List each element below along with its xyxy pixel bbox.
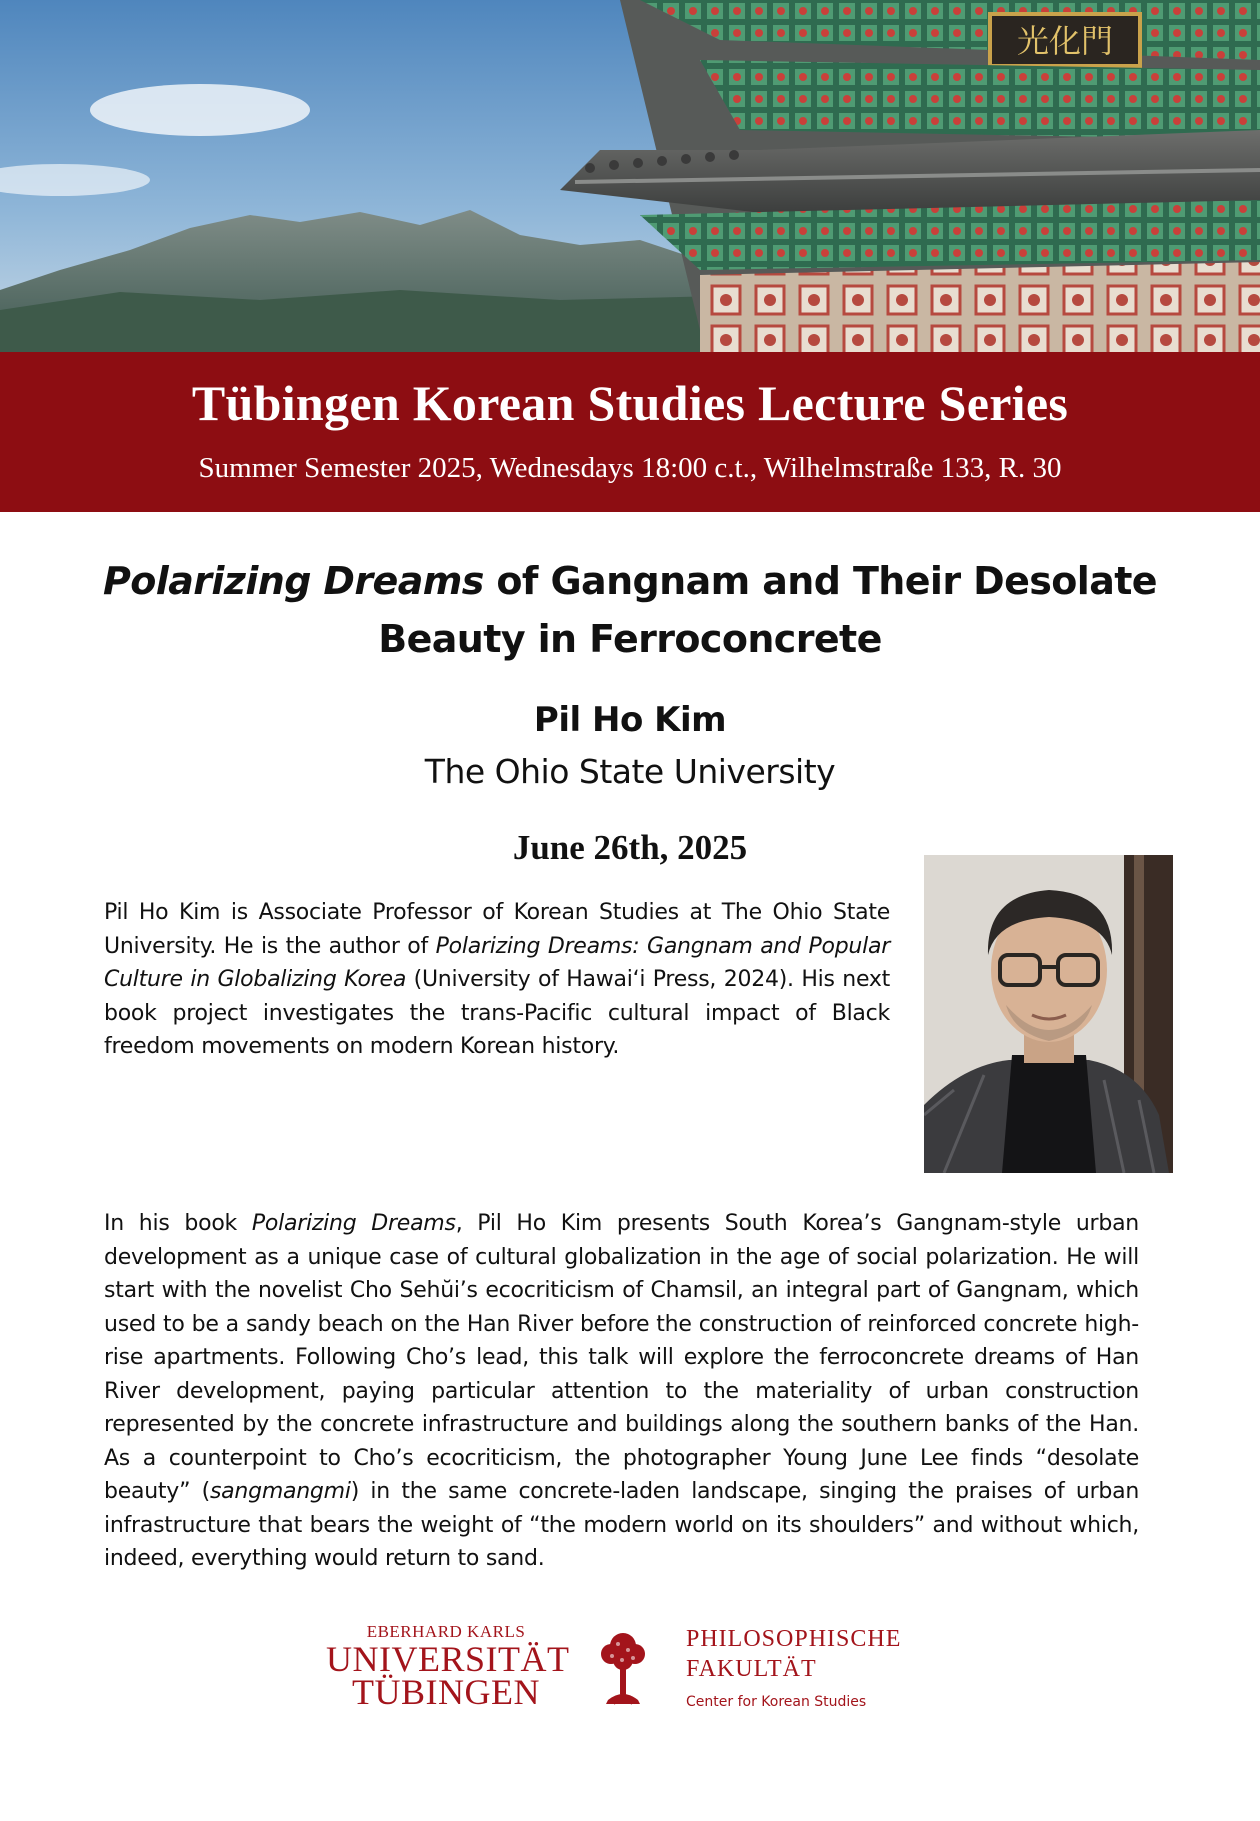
faculty-logo-line2: FAKULTÄT — [686, 1656, 817, 1682]
portrait-illustration — [924, 855, 1173, 1173]
portrait-turtleneck — [1002, 1055, 1096, 1173]
speaker-portrait — [924, 855, 1173, 1173]
lecture-title-rest: of Gangnam and Their Desolate Beauty in Ferroconcrete — [378, 559, 1157, 661]
abstract-term: sangmangmi — [209, 1479, 351, 1504]
university-logo-line1: EBERHARD KARLS — [366, 1622, 526, 1641]
lecture-abstract — [104, 1207, 1139, 1576]
lecture-title — [100, 552, 1160, 668]
faculty-logo-line1: PHILOSOPHISCHE — [686, 1626, 902, 1652]
abstract-part-3: ) in the same concrete-laden landscape, singing the praises of urban infrastructure that bears the weight of “the modern world on its shoulders” and without which, indeed, everything would return to sand. — [104, 1479, 1140, 1571]
bio-part-1: Pil Ho Kim is Associate Professor of Korean Studies at The Ohio State University. He is the author of — [104, 900, 890, 959]
gate-sign-text: 光化門 — [1016, 22, 1114, 60]
series-schedule: Summer Semester 2025, Wednesdays 18:00 c.t., Wilhelmstraße 133, R. 30 — [198, 452, 1062, 484]
abstract-part-1: In his book — [104, 1211, 252, 1236]
bracket-band — [700, 60, 1260, 140]
palace-wall — [700, 262, 1260, 352]
abstract-book-title: Polarizing Dreams — [251, 1211, 456, 1236]
tree-line — [0, 290, 760, 352]
bio-part-2: (University of Hawaiʻi Press, 2024). His next book project investigates the trans-Pacific cultural impact of Black freedom movements on modern Korean history. — [104, 967, 890, 1059]
university-logo — [326, 1622, 570, 1712]
cloud — [90, 84, 310, 136]
university-logo-line3: TÜBINGEN — [352, 1672, 540, 1712]
center-name: Center for Korean Studies — [686, 1694, 867, 1710]
bio-book-title: Polarizing Dreams: Gangnam and Popular Culture in Globalizing Korea — [104, 933, 891, 992]
abstract-part-2: , Pil Ho Kim presents South Korea’s Gangnam-style urban development as a unique case of cultural globalization in the age of social polarization. He will start with the novelist Cho Sehŭi’s ecocriticism of Chamsil, an integral part of Gangnam, which used to be a sandy beach on the Han River before the construction of reinforced concrete high-rise apartments. Following Cho’s lead, this talk will explore the ferroconcrete dreams of Han River development, paying particular attention to the materiality of urban construction represented by the concrete infrastructure and buildings along the southern banks of the Han. As a counterpoint to Cho’s ecocriticism, the photographer Young June Lee finds “desolate beauty” ( — [104, 1211, 1139, 1504]
university-logo-line2: UNIVERSITÄT — [326, 1639, 570, 1679]
speaker-affiliation: The Ohio State University — [424, 752, 836, 791]
faculty-logo — [686, 1624, 901, 1710]
tree-emblem-icon — [600, 1630, 646, 1706]
series-banner — [0, 352, 1260, 512]
speaker-name: Pil Ho Kim — [533, 700, 727, 740]
lecture-title-italic: Polarizing Dreams — [103, 559, 484, 603]
hero-image — [0, 0, 1260, 352]
event-date: June 26th, 2025 — [512, 828, 748, 867]
speaker-bio — [104, 896, 890, 1064]
hero-illustration — [0, 0, 1260, 352]
series-title: Tübingen Korean Studies Lecture Series — [191, 375, 1069, 431]
